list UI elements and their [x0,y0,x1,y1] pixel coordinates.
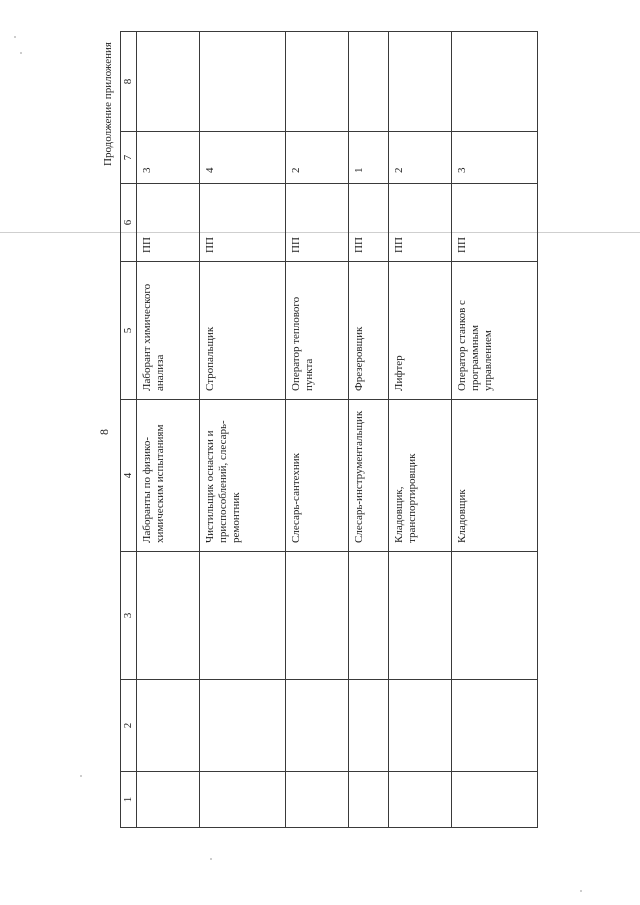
table-row [349,32,389,828]
table-row [388,32,451,828]
cell-c5: Лифтер [388,262,451,400]
scan-speck [20,52,22,54]
cell-c1 [199,772,285,828]
scan-speck [580,890,582,892]
cell-c8 [137,32,200,132]
cell-c3 [451,552,537,680]
appendix-table [120,31,538,828]
cell-c6: ПП [451,184,537,262]
cell-c7: 1 [349,132,389,184]
cell-c6: ПП [137,184,200,262]
cell-c5: Фрезеровщик [349,262,389,400]
col-header-7: 7 [121,132,137,184]
cell-c4: Чистильщик оснастки и приспособлений, слесарь-ремонтник [199,400,285,552]
cell-c8 [199,32,285,132]
rotated-table [120,32,538,828]
cell-c4: Кладовщик [451,400,537,552]
cell-c8 [286,32,349,132]
col-header-3: 3 [121,552,137,680]
col-header-6: 6 [121,184,137,262]
cell-c1 [137,772,200,828]
cell-c2 [388,680,451,772]
cell-c8 [388,32,451,132]
cell-c4: Слесарь-инструментальщик [349,400,389,552]
cell-c7: 3 [137,132,200,184]
col-header-1: 1 [121,772,137,828]
cell-c2 [137,680,200,772]
col-header-4: 4 [121,400,137,552]
cell-c1 [286,772,349,828]
scan-speck [80,775,82,777]
table-row [199,32,285,828]
table-row [451,32,537,828]
scan-speck [14,36,16,38]
cell-c3 [137,552,200,680]
cell-c7: 4 [199,132,285,184]
cell-c5: Стропальщик [199,262,285,400]
cell-c6: ПП [349,184,389,262]
cell-c2 [349,680,389,772]
cell-c8 [349,32,389,132]
cell-c5: Лаборант химического анализа [137,262,200,400]
cell-c5: Оператор теплового пункта [286,262,349,400]
cell-c7: 3 [451,132,537,184]
cell-c4: Лаборанты по физико-химическим испытаниям [137,400,200,552]
cell-c3 [349,552,389,680]
cell-c2 [199,680,285,772]
cell-c3 [199,552,285,680]
cell-c1 [451,772,537,828]
scan-speck [210,858,212,860]
cell-c1 [388,772,451,828]
cell-c1 [349,772,389,828]
cell-c6: ПП [199,184,285,262]
cell-c7: 2 [286,132,349,184]
cell-c4: Слесарь-сантехник [286,400,349,552]
col-header-8: 8 [121,32,137,132]
page-number: 8 [97,429,111,435]
col-header-2: 2 [121,680,137,772]
table-row [137,32,200,828]
cell-c2 [451,680,537,772]
header-row [121,32,137,828]
cell-c6: ПП [286,184,349,262]
cell-c6: ПП [388,184,451,262]
cell-c8 [451,32,537,132]
table-row [286,32,349,828]
cell-c5: Оператор станков с программным управлением [451,262,537,400]
cell-c2 [286,680,349,772]
cell-c3 [388,552,451,680]
cell-c3 [286,552,349,680]
cell-c4: Кладовщик, транспортировщик [388,400,451,552]
col-header-5: 5 [121,262,137,400]
cell-c7: 2 [388,132,451,184]
continuation-note: Продолжение приложения [102,42,114,166]
